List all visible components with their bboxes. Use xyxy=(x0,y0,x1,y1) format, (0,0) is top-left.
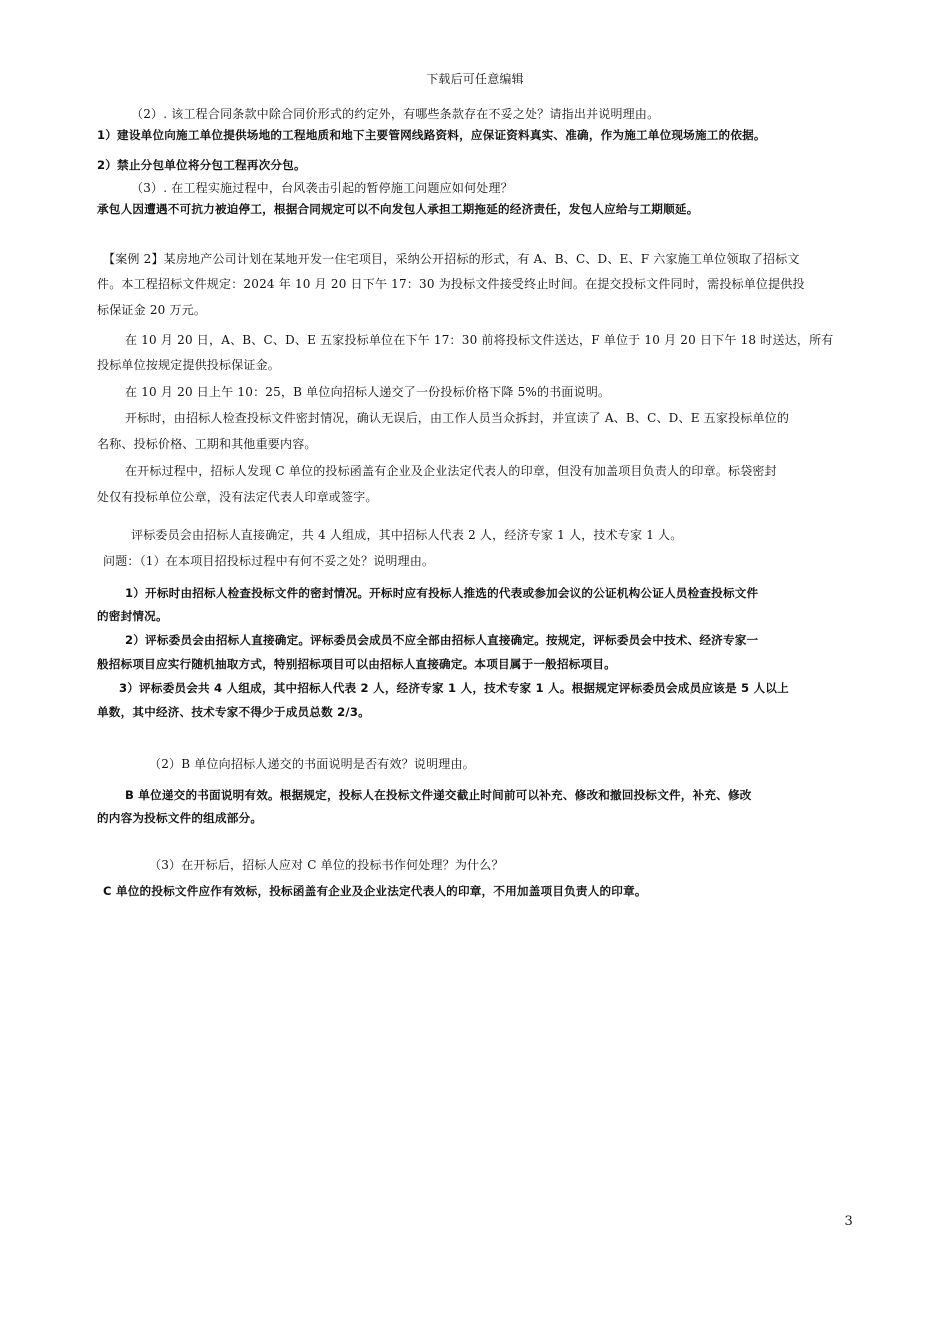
case2-answer-2-line-1: B 单位递交的书面说明有效。根据规定，投标人在投标文件递交截止时间前可以补充、修改和撤回投标文件，补充、修改 xyxy=(125,788,752,802)
case2-paragraph-2-line-2: 投标单位按规定提供投标保证金。 xyxy=(97,358,281,372)
case2-answer-1-item-1-line-1: 1）开标时由招标人检查投标文件的密封情况。开标时应有投标人推选的代表或参加会议的公证机构公证人员检查投标文件 xyxy=(125,586,759,600)
answer-2-item-2: 2）禁止分包单位将分包工程再次分包。 xyxy=(97,158,306,172)
case2-paragraph-4-line-1: 开标时，由招标人检查投标文件密封情况，确认无误后，由工作人员当众拆封，并宣读了 A、B、C、D、E 五家投标单位的 xyxy=(125,411,790,425)
case2-answer-1-item-2-line-2: 般招标项目应实行随机抽取方式，特别招标项目可以由招标人直接确定。本项目属于一般招标项目。 xyxy=(97,657,616,671)
case2-question-3: （3）在开标后，招标人应对 C 单位的投标书作何处理？为什么？ xyxy=(149,858,504,872)
case2-answer-2-line-2: 的内容为投标文件的组成部分。 xyxy=(97,811,263,825)
question-2: （2）. 该工程合同条款中除合同价形式的约定外，有哪些条款存在不妥之处？请指出并说明理由。 xyxy=(131,107,660,121)
case2-paragraph-2-line-1: 在 10 月 20 日，A、B、C、D、E 五家投标单位在下午 17：30 前将投标文件送达，F 单位于 10 月 20 日下午 18 时送达，所有 xyxy=(125,333,834,347)
case2-question-2: （2）B 单位向招标人递交的书面说明是否有效？说明理由。 xyxy=(149,757,475,771)
case2-paragraph-1-line-3: 标保证金 20 万元。 xyxy=(97,303,207,317)
case2-question-1: 问题：（1）在本项目招投标过程中有何不妥之处？说明理由。 xyxy=(103,554,435,568)
case2-paragraph-5-line-1: 在开标过程中，招标人发现 C 单位的投标函盖有企业及企业法定代表人的印章，但没有加盖项目负责人的印章。标袋密封 xyxy=(125,464,777,478)
answer-2-item-1: 1）建设单位向施工单位提供场地的工程地质和地下主要管网线路资料，应保证资料真实、准确，作为施工单位现场施工的依据。 xyxy=(97,128,766,142)
case2-paragraph-5-line-2: 处仅有投标单位公章，没有法定代表人印章或签字。 xyxy=(97,490,378,504)
question-3: （3）. 在工程实施过程中，台风袭击引起的暂停施工问题应如何处理？ xyxy=(131,181,513,195)
case2-answer-1-item-3-line-2: 单数，其中经济、技术专家不得少于成员总数 2/3。 xyxy=(97,705,370,719)
case2-paragraph-1-line-1: 【案例 2】某房地产公司计划在某地开发一住宅项目，采纳公开招标的形式，有 A、B、C、D、E、F 六家施工单位领取了招标文 xyxy=(103,252,800,266)
case2-answer-1-item-3-line-1: 3）评标委员会共 4 人组成，其中招标人代表 2 人，经济专家 1 人，技术专家 1 人。根据规定评标委员会成员应该是 5 人以上 xyxy=(119,681,789,695)
answer-3: 承包人因遭遇不可抗力被迫停工，根据合同规定可以不向发包人承担工期拖延的经济责任，发包人应给与工期顺延。 xyxy=(97,202,699,216)
case2-paragraph-6: 评标委员会由招标人直接确定，共 4 人组成，其中招标人代表 2 人，经济专家 1 人，技术专家 1 人。 xyxy=(131,528,683,542)
case2-answer-3: C 单位的投标文件应作有效标，投标函盖有企业及企业法定代表人的印章，不用加盖项目负责人的印章。 xyxy=(103,884,647,898)
case2-paragraph-4-line-2: 名称、投标价格、工期和其他重要内容。 xyxy=(97,437,317,451)
case2-paragraph-3: 在 10 月 20 日上午 10：25，B 单位向招标人递交了一份投标价格下降 5%的书面说明。 xyxy=(125,385,611,399)
case2-answer-1-item-1-line-2: 的密封情况。 xyxy=(97,609,168,623)
case2-paragraph-1-line-2: 件。本工程招标文件规定：2024 年 10 月 20 日下午 17：30 为投标文件接受终止时间。在提交投标文件同时，需投标单位提供投 xyxy=(97,277,805,291)
case2-answer-1-item-2-line-1: 2）评标委员会由招标人直接确定。评标委员会成员不应全部由招标人直接确定。按规定，评标委员会中技术、经济专家一 xyxy=(125,633,759,647)
page-number: 3 xyxy=(844,1214,853,1229)
page-header: 下载后可任意编辑 xyxy=(426,72,524,86)
